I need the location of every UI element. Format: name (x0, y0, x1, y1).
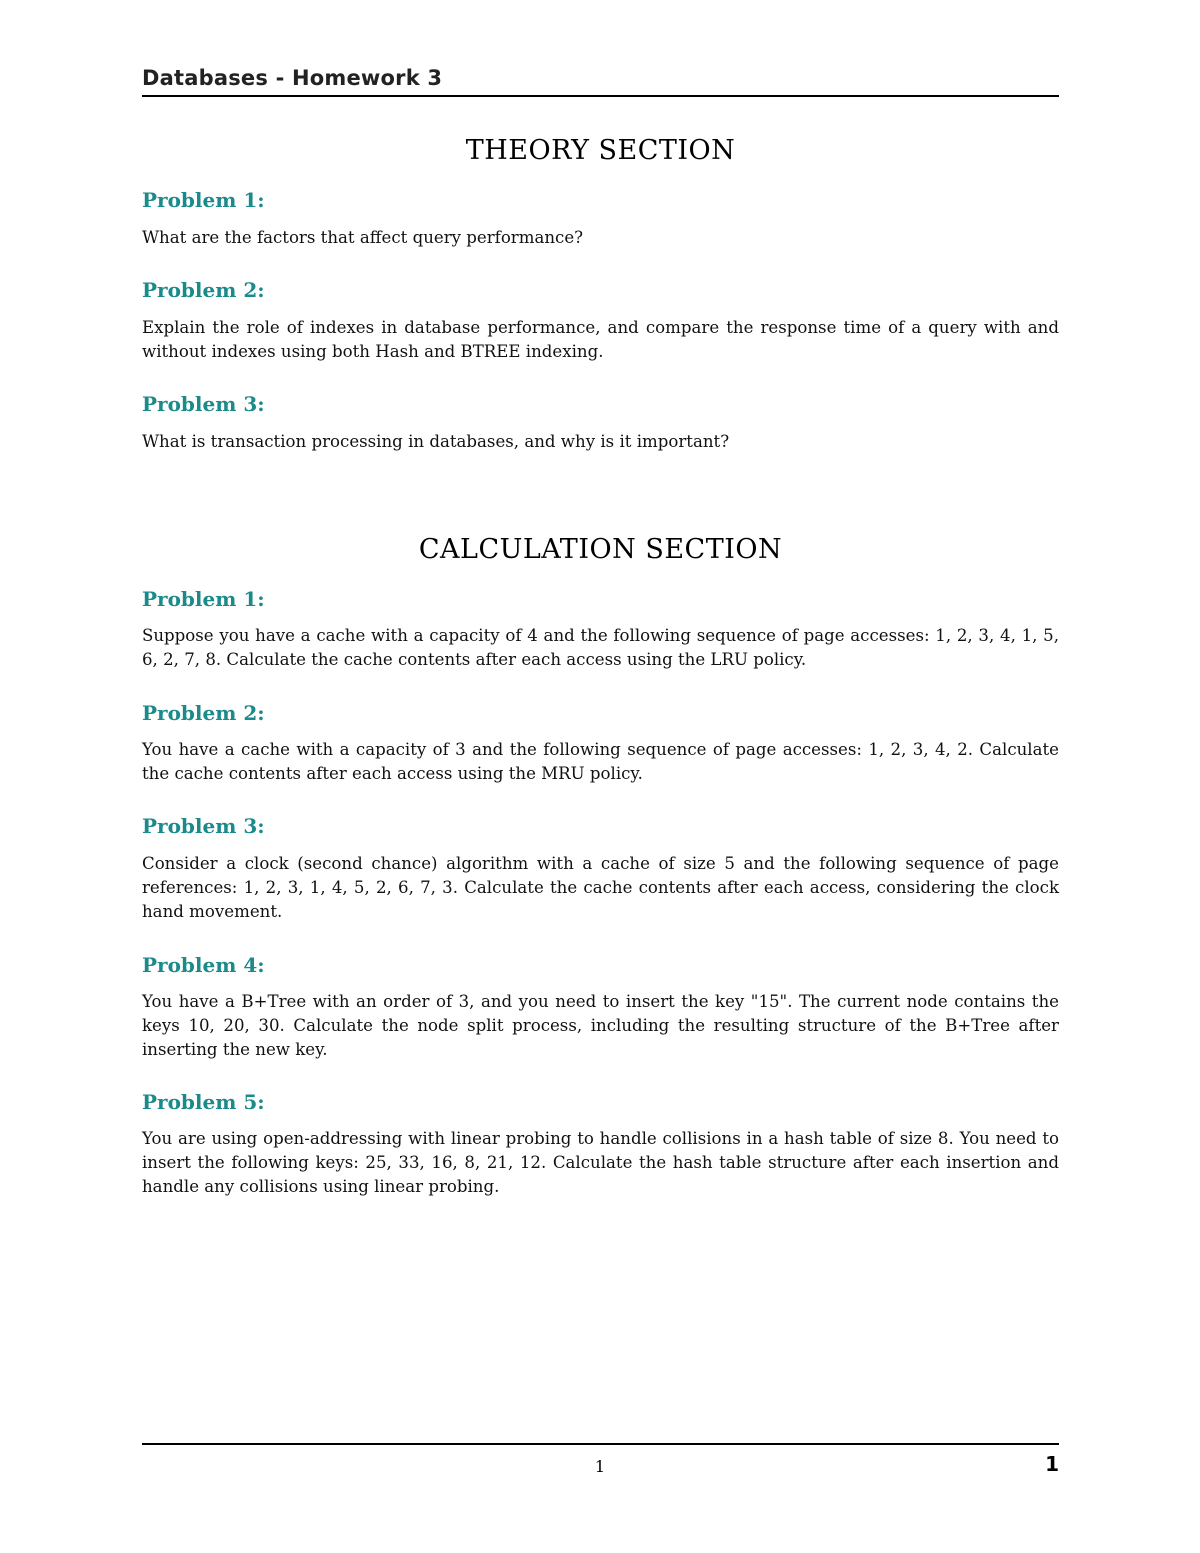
theory-problem-2-text: Explain the role of indexes in database performance, and compare the response time of a query with and without indexes using both Hash and BTREE indexing. (142, 318, 1059, 361)
calc-problem-2-heading: Problem 2: (142, 701, 265, 725)
page-number-right: 1 (1045, 1452, 1059, 1476)
footer-divider (142, 1443, 1059, 1445)
calc-problem-1-heading: Problem 1: (142, 587, 265, 611)
theory-problem-1-text: What are the factors that affect query performance? (142, 228, 584, 247)
calc-problem-3-heading: Problem 3: (142, 814, 265, 838)
calculation-section-title: CALCULATION SECTION (418, 534, 783, 565)
calc-problem-2-text: You have a cache with a capacity of 3 and the following sequence of page accesses: 1, 2, 3, 4, 2. Calculate the cache contents after each access using the MRU policy. (142, 740, 1059, 783)
theory-problem-3-text: What is transaction processing in databases, and why is it important? (142, 432, 730, 451)
calc-problem-5-heading: Problem 5: (142, 1090, 265, 1114)
theory-problem-1-heading: Problem 1: (142, 188, 265, 212)
theory-section-title: THEORY SECTION (465, 135, 736, 166)
document-title: Databases - Homework 3 (142, 66, 443, 90)
calc-problem-4-heading: Problem 4: (142, 953, 265, 977)
calc-problem-4-text: You have a B+Tree with an order of 3, and you need to insert the key "15". The current node contains the keys 10, 20, 30. Calculate the node split process, including the resulting structure of the B+Tree after inserting the new key. (142, 992, 1059, 1059)
theory-problem-2-heading: Problem 2: (142, 278, 265, 302)
page-number-center: 1 (594, 1457, 606, 1476)
calc-problem-3-text: Consider a clock (second chance) algorithm with a cache of size 5 and the following sequence of page references: 1, 2, 3, 1, 4, 5, 2, 6, 7, 3. Calculate the cache contents after each access, considering the clock hand movement. (142, 854, 1059, 921)
theory-problem-3-heading: Problem 3: (142, 392, 265, 416)
calc-problem-1-text: Suppose you have a cache with a capacity of 4 and the following sequence of page accesses: 1, 2, 3, 4, 1, 5, 6, 2, 7, 8. Calculate the cache contents after each access using the LRU policy. (142, 626, 1059, 669)
calc-problem-5-text: You are using open-addressing with linear probing to handle collisions in a hash table of size 8. You need to insert the following keys: 25, 33, 16, 8, 21, 12. Calculate the hash table structure after each insertion and handle any collisions using linear probing. (142, 1129, 1059, 1196)
header-divider (142, 95, 1059, 97)
